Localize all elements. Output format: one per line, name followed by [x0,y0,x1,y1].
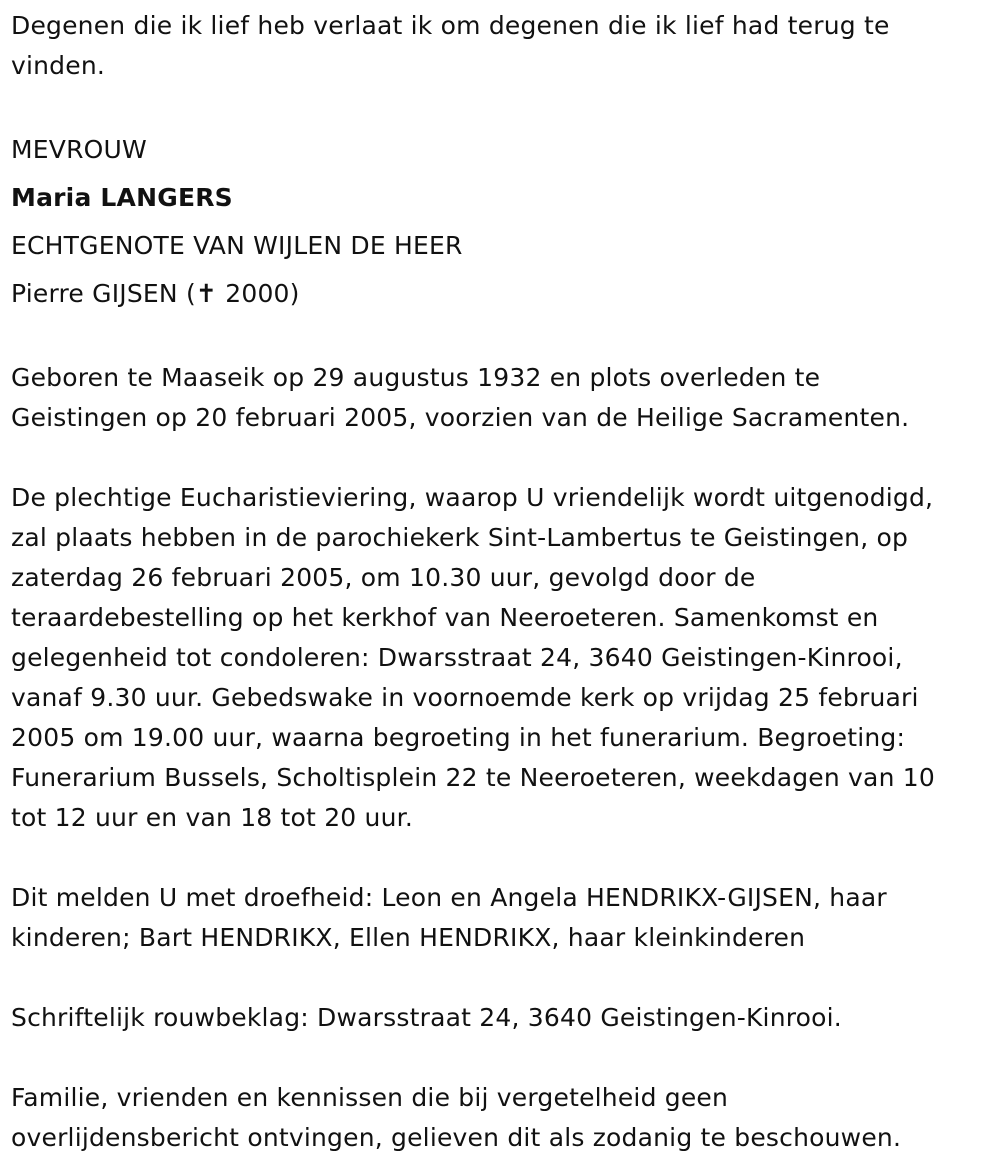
paragraph-line: vanaf 9.30 uur. Gebedswake in voornoemde kerk op vrijdag 25 februari [11,683,919,712]
deceased-title: MEVROUW [11,135,147,164]
closing-paragraph [11,1078,986,1158]
paragraph-line: zaterdag 26 februari 2005, om 10.30 uur, gevolgd door de [11,563,756,592]
paragraph-line: kinderen; Bart HENDRIKX, Ellen HENDRIKX, haar kleinkinderen [11,923,806,952]
paragraph-line: gelegenheid tot condoleren: Dwarsstraat 24, 3640 Geistingen-Kinrooi, [11,643,903,672]
paragraph-line: Funerarium Bussels, Scholtisplein 22 te Neeroeteren, weekdagen van 10 [11,763,935,792]
paragraph-line: tot 12 uur en van 18 tot 20 uur. [11,803,413,832]
paragraph-line: Geboren te Maaseik op 29 augustus 1932 en plots overleden te [11,363,821,392]
obituary-text [11,6,986,1158]
ceremony-paragraph [11,478,986,838]
paragraph-line: 2005 om 19.00 uur, waarna begroeting in het funerarium. Begroeting: [11,723,906,752]
paragraph-line: Geistingen op 20 februari 2005, voorzien van de Heilige Sacramenten. [11,403,910,432]
paragraph-line: De plechtige Eucharistieviering, waarop U vriendelijk wordt uitgenodigd, [11,483,934,512]
motto-line: Degenen die ik lief heb verlaat ik om degenen die ik lief had terug te [11,11,890,40]
motto [11,6,986,86]
motto-line: vinden. [11,51,106,80]
deceased-spouse: Pierre GIJSEN (✝ 2000) [11,279,300,308]
deceased-block [11,126,986,318]
paragraph-line: Dit melden U met droefheid: Leon en Angela HENDRIKX-GIJSEN, haar [11,883,887,912]
condolence-address [11,998,986,1038]
deceased-relation: ECHTGENOTE VAN WIJLEN DE HEER [11,231,463,260]
deceased-name: Maria LANGERS [11,183,233,212]
paragraph-line: teraardebestelling op het kerkhof van Neeroeteren. Samenkomst en [11,603,879,632]
paragraph-line: Familie, vrienden en kennissen die bij vergetelheid geen [11,1083,729,1112]
paragraph-line: zal plaats hebben in de parochiekerk Sint-Lambertus te Geistingen, op [11,523,909,552]
family-paragraph [11,878,986,958]
birth-death-paragraph [11,358,986,438]
paragraph-line: overlijdensbericht ontvingen, gelieven dit als zodanig te beschouwen. [11,1123,902,1152]
paragraph-line: Schriftelijk rouwbeklag: Dwarsstraat 24, 3640 Geistingen-Kinrooi. [11,1003,842,1032]
